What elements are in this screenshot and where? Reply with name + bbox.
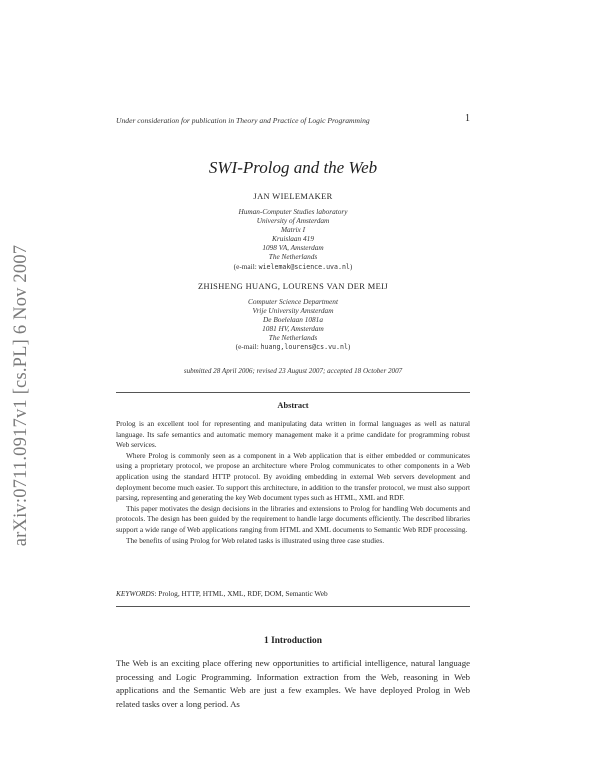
email-label: (e-mail:	[235, 342, 259, 352]
affiliation-line: University of Amsterdam	[256, 216, 330, 226]
keywords-text: Prolog, HTTP, HTML, XML, RDF, DOM, Semantic Web	[158, 589, 328, 598]
email-close: )	[347, 342, 351, 352]
author-1-email	[116, 262, 470, 272]
email-address: huang,lourens@cs.vu.nl	[260, 343, 348, 352]
submission-dates: submitted 28 April 2006; revised 23 August 2007; accepted 18 October 2007	[183, 367, 403, 375]
affiliation-line: The Netherlands	[268, 252, 318, 262]
affiliation-line: 1098 VA, Amsterdam	[262, 243, 324, 253]
abstract-paragraph: Prolog is an excellent tool for representing and manipulating data written in formal languages as well as natural language. Its safe semantics and automatic memory management make it a prime candidate for programming robust Web services.	[116, 419, 470, 450]
affiliation-line: The Netherlands	[268, 333, 318, 343]
abstract-top-rule	[116, 392, 470, 393]
affiliation-line: 1081 HV, Amsterdam	[262, 324, 324, 334]
keywords-separator: :	[154, 589, 159, 598]
author-2-affiliation	[116, 297, 470, 353]
author-1-affiliation	[116, 207, 470, 272]
email-close: )	[349, 261, 353, 271]
abstract-paragraph: This paper motivates the design decisions in the libraries and extensions to Prolog for handling Web documents and protocols. The design has been guided by the requirement to handle large documents efficiently. The described libraries support a wide range of Web applications ranging from HTML and XML documents to Semantic Web RDF processing.	[116, 503, 470, 534]
author-2-name: ZHISHENG HUANG, LOURENS VAN DER MEIJ	[198, 282, 388, 291]
keywords-label: KEYWORDS	[116, 589, 155, 598]
abstract-paragraph: The benefits of using Prolog for Web related tasks is illustrated using three case studies.	[126, 535, 385, 545]
arxiv-identifier: arXiv:0711.0917v1 [cs.PL] 6 Nov 2007	[11, 244, 32, 546]
author-2-email	[116, 342, 470, 352]
abstract-paragraph: Where Prolog is commonly seen as a component in a Web application that is either embedded or communicates using a proprietary protocol, we propose an architecture where Prolog communicates to other components in a Web application using the standard HTTP protocol. By avoiding embedding in external Web servers development and deployment become much easier. To support this architecture, in addition to the transfer protocol, we must also support parsing, representing and generating the key Web document types such as HTML, XML and RDF.	[116, 450, 470, 503]
affiliation-line: Vrije University Amsterdam	[252, 306, 334, 316]
affiliation-line: De Boelelaan 1081a	[263, 315, 323, 325]
affiliation-line: Human-Computer Studies laboratory	[238, 207, 348, 216]
introduction-body	[116, 657, 470, 711]
affiliation-line: Matrix I	[280, 225, 306, 235]
section-heading-introduction: 1 Introduction	[264, 636, 322, 646]
arxiv-side-stamp	[4, 214, 40, 576]
introduction-paragraph: The Web is an exciting place offering new opportunities to artificial intelligence, natural language processing and Logic Programming. Information extraction from the Web, reasoning in Web applications and the Semantic Web are just a few examples. We have deployed Prolog in Web related tasks over a long period. As	[116, 658, 470, 709]
paper-title: SWI-Prolog and the Web	[208, 158, 378, 177]
email-label: (e-mail:	[233, 261, 257, 271]
abstract-heading: Abstract	[277, 401, 309, 410]
affiliation-line: Computer Science Department	[248, 297, 338, 306]
affiliation-line: Kruislaan 419	[272, 234, 314, 244]
abstract-body	[116, 419, 470, 546]
page-number: 1	[465, 113, 470, 124]
keywords-line	[116, 589, 470, 598]
email-address: wielemak@science.uva.nl	[258, 262, 350, 271]
running-head: Under consideration for publication in Theory and Practice of Logic Programming	[116, 116, 370, 125]
abstract-bottom-rule	[116, 606, 470, 607]
author-1-name: JAN WIELEMAKER	[253, 192, 333, 201]
